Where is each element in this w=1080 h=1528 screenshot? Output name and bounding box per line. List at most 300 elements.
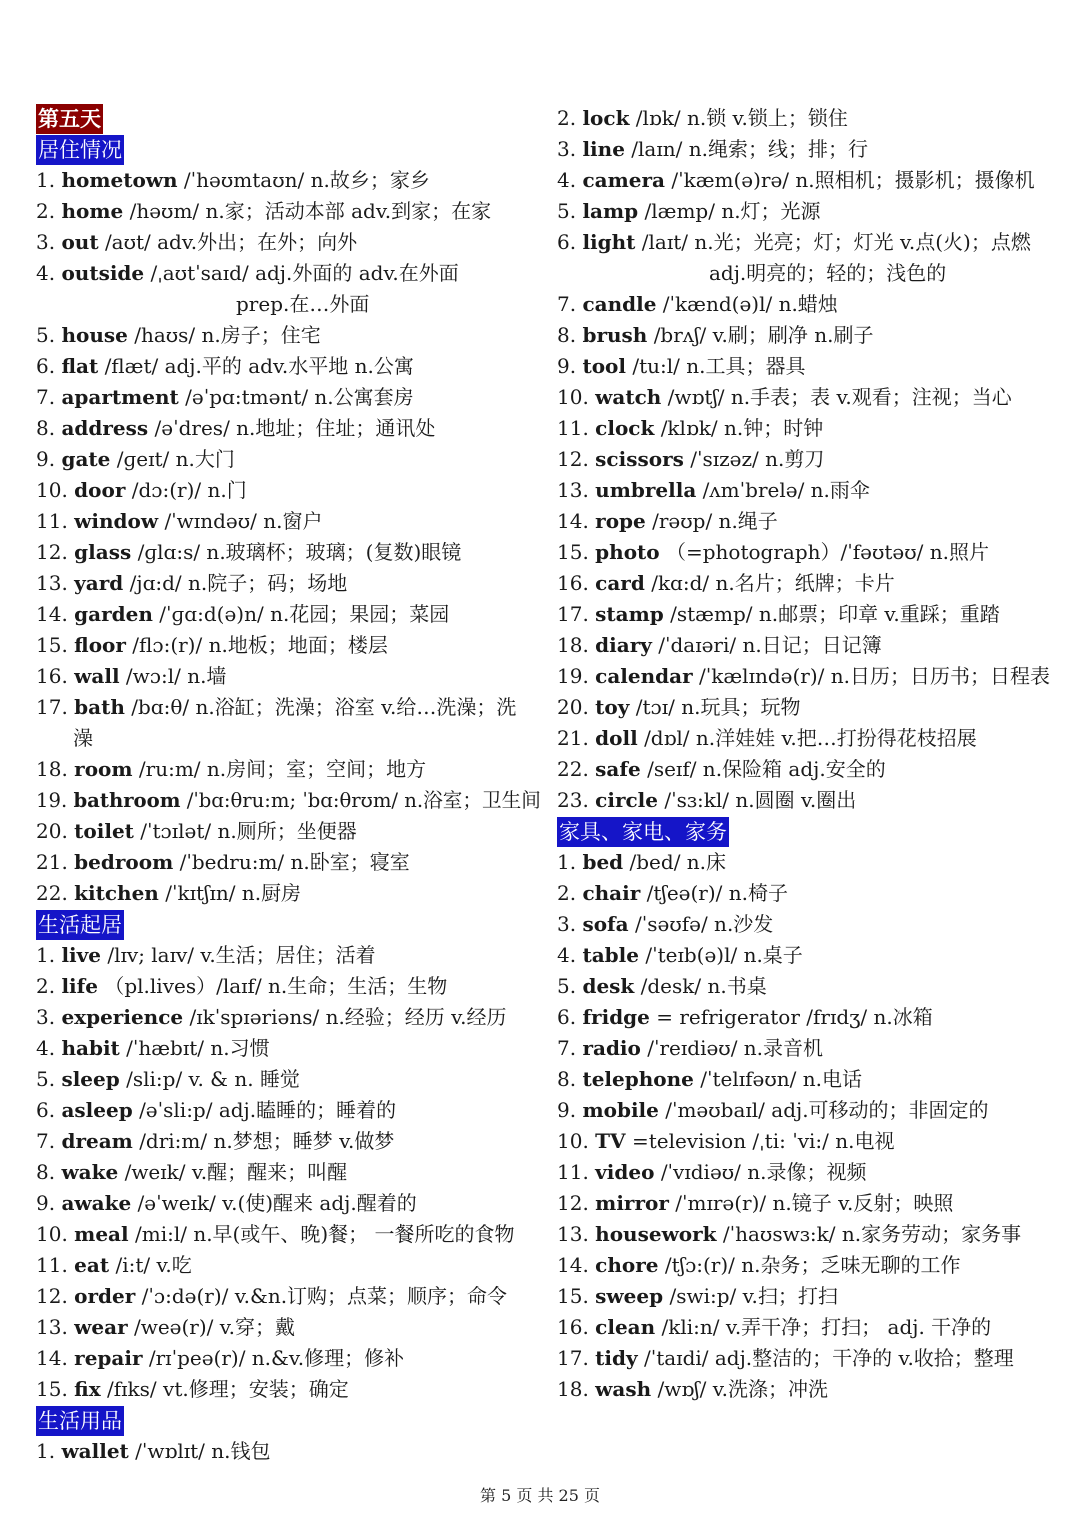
entry-number: 18. (557, 1377, 589, 1401)
entry-definition: /ˈteɪb(ə)l/ n.桌子 (645, 943, 803, 967)
vocab-entry (36, 599, 541, 630)
entry-number: 13. (36, 1315, 68, 1339)
entry-number: 5. (557, 199, 577, 223)
entry-word: mirror (595, 1191, 669, 1215)
vocab-entry (36, 1126, 541, 1157)
entry-definition: /weɪk/ v.醒；醒来；叫醒 (124, 1160, 348, 1184)
entry-number: 2. (557, 106, 577, 130)
section-heading: 家具、家电、家务 (557, 817, 729, 847)
entry-number: 12. (557, 447, 589, 471)
entry-word: out (61, 230, 99, 254)
entry-number: 13. (557, 478, 589, 502)
entry-word: home (61, 199, 124, 223)
vocab-entry (36, 1064, 541, 1095)
entry-number: 8. (557, 1067, 577, 1091)
entry-definition: /dɒl/ n.洋娃娃 v.把…打扮得花枝招展 (644, 726, 977, 750)
entry-number: 3. (36, 230, 56, 254)
entry-number: 19. (557, 664, 589, 688)
entry-word: repair (74, 1346, 143, 1370)
entry-number: 20. (557, 695, 589, 719)
entry-number: 8. (36, 416, 56, 440)
entry-definition: /seɪf/ n.保险箱 adj.安全的 (647, 757, 886, 781)
entry-definition: /ˈtelɪfəʊn/ n.电话 (700, 1067, 862, 1091)
entry-number: 2. (36, 974, 56, 998)
entry-word: floor (74, 633, 126, 657)
entry-number: 9. (36, 447, 56, 471)
entry-definition: （=photograph）/ˈfəʊtəʊ/ n.照片 (665, 540, 990, 564)
entry-definition: /ɡlɑ:s/ n.玻璃杯；玻璃；(复数)眼镜 (137, 540, 462, 564)
entry-number: 14. (557, 1253, 589, 1277)
entry-word: safe (595, 757, 641, 781)
entry-word: fix (74, 1377, 101, 1401)
vocab-entry (557, 413, 1062, 444)
entry-word: glass (74, 540, 132, 564)
entry-word: TV (595, 1129, 626, 1153)
vocab-entry (557, 630, 1062, 661)
entry-number: 11. (557, 416, 589, 440)
entry-definition: =television /ˌti: ˈvi:/ n.电视 (631, 1129, 895, 1153)
entry-number: 6. (36, 354, 56, 378)
vocab-entry (557, 1343, 1062, 1374)
entry-number: 8. (36, 1160, 56, 1184)
vocab-entry (36, 785, 541, 816)
entry-word: housework (595, 1222, 717, 1246)
entry-number: 15. (557, 1284, 589, 1308)
entry-definition: /jɑ:d/ n.院子；码；场地 (129, 571, 348, 595)
entry-definition: /ˈbedru:m/ n.卧室；寝室 (179, 850, 410, 874)
entry-word: wall (74, 664, 120, 688)
entry-number: 16. (36, 664, 68, 688)
entry-number: 15. (557, 540, 589, 564)
entry-definition: /ˈdaɪəri/ n.日记；日记簿 (658, 633, 882, 657)
entry-word: apartment (61, 385, 179, 409)
entry-word: fridge (582, 1005, 650, 1029)
vocab-entry (557, 1157, 1062, 1188)
entry-word: camera (582, 168, 665, 192)
entry-word: wake (61, 1160, 119, 1184)
entry-number: 3. (36, 1005, 56, 1029)
entry-definition: /fɪks/ vt.修理；安装；确定 (107, 1377, 349, 1401)
entry-word: light (582, 230, 636, 254)
vocab-entry (557, 878, 1062, 909)
vocab-entry (36, 227, 541, 258)
entry-definition: /brʌʃ/ v.刷；刷净 n.刷子 (653, 323, 874, 347)
entry-number: 14. (557, 509, 589, 533)
entry-number: 4. (557, 168, 577, 192)
entry-word: umbrella (595, 478, 697, 502)
entry-number: 18. (557, 633, 589, 657)
entry-number: 22. (36, 881, 68, 905)
entry-number: 10. (36, 1222, 68, 1246)
vocab-entry (557, 475, 1062, 506)
entry-number: 21. (557, 726, 589, 750)
vocab-entry (557, 1126, 1062, 1157)
entry-definition: /ˈhaʊswɜ:k/ n.家务劳动；家务事 (722, 1222, 1022, 1246)
entry-word: candle (582, 292, 657, 316)
entry-word: window (74, 509, 159, 533)
entry-definition: /kɑ:d/ n.名片；纸牌；卡片 (651, 571, 895, 595)
entry-number: 19. (36, 788, 68, 812)
entry-definition: /sli:p/ v. & n. 睡觉 (126, 1067, 300, 1091)
entry-word: desk (582, 974, 635, 998)
vocab-entry (36, 971, 541, 1002)
entry-definition: /tʃeə(r)/ n.椅子 (646, 881, 789, 905)
entry-definition: /rəʊp/ n.绳子 (652, 509, 778, 533)
entry-number: 7. (557, 1036, 577, 1060)
section-heading: 生活用品 (36, 1406, 124, 1436)
entry-word: scissors (595, 447, 684, 471)
vocab-entry (557, 537, 1062, 568)
entry-definition: /klɒk/ n.钟；时钟 (660, 416, 824, 440)
vocab-entry (557, 506, 1062, 537)
entry-definition: /əˈpɑ:tmənt/ n.公寓套房 (185, 385, 414, 409)
entry-number: 10. (557, 1129, 589, 1153)
entry-definition: /əˈsli:p/ adj.瞌睡的；睡着的 (139, 1098, 397, 1122)
vocab-entry (36, 258, 541, 289)
vocab-entry (36, 475, 541, 506)
entry-definition: /bɑ:θ/ n.浴缸；洗澡；浴室 v.给…洗澡；洗 (131, 695, 517, 719)
entry-word: order (74, 1284, 136, 1308)
entry-definition: /ˈkæm(ə)rə/ n.照相机；摄影机；摄像机 (671, 168, 1035, 192)
entry-definition: /flɔ:(r)/ n.地板；地面；楼层 (132, 633, 388, 657)
entry-number: 15. (36, 1377, 68, 1401)
vocab-entry (36, 351, 541, 382)
entry-definition: /lɪv; laɪv/ v.生活；居住；活着 (107, 943, 376, 967)
entry-definition: /tʃɔ:(r)/ n.杂务；乏味无聊的工作 (664, 1253, 961, 1277)
entry-number: 2. (557, 881, 577, 905)
entry-definition: /stæmp/ n.邮票；印章 v.重踩；重踏 (670, 602, 1000, 626)
entry-definition: /swi:p/ v.扫；打扫 (669, 1284, 838, 1308)
vocab-entry (557, 196, 1062, 227)
vocab-entry (36, 1219, 541, 1250)
entry-word: line (582, 137, 625, 161)
entry-number: 17. (557, 602, 589, 626)
vocab-entry (557, 351, 1062, 382)
entry-number: 16. (557, 1315, 589, 1339)
entry-definition: /ˈsɪzəz/ n.剪刀 (690, 447, 825, 471)
entry-word: sleep (61, 1067, 120, 1091)
entry-definition: /ˈməʊbaɪl/ adj.可移动的；非固定的 (665, 1098, 989, 1122)
entry-number: 10. (36, 478, 68, 502)
vocab-entry (36, 1343, 541, 1374)
vocab-entry (36, 692, 541, 723)
entry-word: bed (582, 850, 624, 874)
entry-definition: /wɒʃ/ v.洗涤；冲洗 (657, 1377, 828, 1401)
entry-definition: /ʌmˈbrelə/ n.雨伞 (702, 478, 870, 502)
entry-definition: /ɪkˈspɪəriəns/ n.经验；经历 v.经历 (189, 1005, 507, 1029)
entry-word: wear (74, 1315, 128, 1339)
entry-word: radio (582, 1036, 641, 1060)
vocab-entry (36, 320, 541, 351)
entry-word: card (595, 571, 645, 595)
entry-definition: /ˈtɔɪlət/ n.厕所；坐便器 (140, 819, 357, 843)
vocab-entry (557, 661, 1062, 692)
entry-definition: /ˈhæbɪt/ n.习惯 (126, 1036, 270, 1060)
vocab-entry (557, 165, 1062, 196)
entry-definition: /rɪˈpeə(r)/ n.&v.修理；修补 (148, 1346, 405, 1370)
entry-continuation: prep.在…外面 (236, 292, 370, 316)
entry-definition: = refrigerator /frɪdʒ/ n.冰箱 (656, 1005, 933, 1029)
entry-definition: /ˈreɪdiəʊ/ n.录音机 (647, 1036, 824, 1060)
page-footer: 第 5 页 共 25 页 (480, 1486, 600, 1505)
vocab-entry (36, 878, 541, 909)
entry-number: 16. (557, 571, 589, 595)
vocab-entry (36, 1157, 541, 1188)
entry-word: toilet (74, 819, 134, 843)
entry-definition: /læmp/ n.灯；光源 (644, 199, 821, 223)
entry-word: photo (595, 540, 660, 564)
entry-number: 12. (36, 1284, 68, 1308)
entry-number: 11. (36, 1253, 68, 1277)
entry-number: 13. (36, 571, 68, 595)
vocab-entry (36, 847, 541, 878)
entry-definition: /ˈsəʊfə/ n.沙发 (634, 912, 774, 936)
entry-number: 4. (557, 943, 577, 967)
vocab-entry (36, 413, 541, 444)
entry-number: 8. (557, 323, 577, 347)
entry-word: house (61, 323, 128, 347)
vocab-entry (36, 382, 541, 413)
vocab-entry (557, 1188, 1062, 1219)
entry-number: 7. (36, 1129, 56, 1153)
entry-word: stamp (595, 602, 664, 626)
vocab-entry (557, 1312, 1062, 1343)
vocab-entry (36, 444, 541, 475)
entry-word: doll (595, 726, 638, 750)
entry-number: 6. (36, 1098, 56, 1122)
vocab-entry (557, 940, 1062, 971)
vocab-entry (36, 506, 541, 537)
entry-word: meal (74, 1222, 129, 1246)
entry-definition: /ˈtaɪdi/ adj.整洁的；干净的 v.收拾；整理 (643, 1346, 1014, 1370)
entry-number: 20. (36, 819, 68, 843)
entry-definition: /laɪt/ n.光；光亮；灯；灯光 v.点(火)；点燃 (641, 230, 1031, 254)
vocab-entry (557, 1064, 1062, 1095)
entry-word: tool (582, 354, 626, 378)
day-heading: 第五天 (36, 104, 103, 134)
entry-definition: /kli:n/ v.弄干净；打扫； adj. 干净的 (661, 1315, 992, 1339)
entry-number: 10. (557, 385, 589, 409)
entry-definition: /haʊs/ n.房子；住宅 (134, 323, 321, 347)
entry-number: 4. (36, 1036, 56, 1060)
vocab-entry (557, 847, 1062, 878)
entry-word: clock (595, 416, 655, 440)
entry-word: gate (61, 447, 111, 471)
vocab-entry (36, 630, 541, 661)
entry-number: 22. (557, 757, 589, 781)
vocab-entry (36, 537, 541, 568)
entry-word: lock (582, 106, 630, 130)
vocab-entry (557, 134, 1062, 165)
entry-definition: /wɒtʃ/ n.手表；表 v.观看；注视；当心 (667, 385, 1012, 409)
entry-number: 17. (36, 695, 68, 719)
entry-definition: /dɔ:(r)/ n.门 (131, 478, 247, 502)
entry-word: bedroom (74, 850, 174, 874)
vocab-entry (557, 723, 1062, 754)
entry-definition: /desk/ n.书桌 (640, 974, 767, 998)
vocab-entry (36, 165, 541, 196)
entry-definition: /bed/ n.床 (629, 850, 727, 874)
entry-word: telephone (582, 1067, 694, 1091)
entry-definition: /ru:m/ n.房间；室；空间；地方 (138, 757, 427, 781)
vocab-entry (36, 1188, 541, 1219)
vocab-entry (557, 1374, 1062, 1405)
vocab-entry (36, 1033, 541, 1064)
entry-word: watch (595, 385, 662, 409)
entry-word: address (61, 416, 149, 440)
section-header-row (557, 816, 1062, 847)
section-header-row (36, 1405, 541, 1436)
entry-definition: /ˌaʊtˈsaɪd/ adj.外面的 adv.在外面 (150, 261, 459, 285)
section-heading: 生活起居 (36, 910, 124, 940)
vocab-entry (557, 1033, 1062, 1064)
vocab-entry (557, 599, 1062, 630)
vocab-entry (557, 568, 1062, 599)
entry-number: 6. (557, 230, 577, 254)
entry-word: clean (595, 1315, 656, 1339)
entry-word: chair (582, 881, 641, 905)
section-heading: 居住情况 (36, 135, 124, 165)
entry-word: tidy (595, 1346, 638, 1370)
entry-number: 21. (36, 850, 68, 874)
entry-number: 5. (557, 974, 577, 998)
entry-number: 3. (557, 912, 577, 936)
vocab-entry (557, 971, 1062, 1002)
entry-word: calendar (595, 664, 693, 688)
entry-word: door (74, 478, 126, 502)
vocab-entry (557, 382, 1062, 413)
vocab-entry (557, 1219, 1062, 1250)
entry-definition: /ˈkɪtʃɪn/ n.厨房 (165, 881, 302, 905)
entry-definition: /ˈbɑ:θru:m; ˈbɑ:θrʊm/ n.浴室；卫生间 (186, 788, 541, 812)
entry-word: dream (61, 1129, 133, 1153)
entry-word: mobile (582, 1098, 659, 1122)
entry-word: eat (74, 1253, 110, 1277)
entry-word: asleep (61, 1098, 133, 1122)
entry-word: room (74, 757, 133, 781)
entry-definition: /əˈweɪk/ v.(使)醒来 adj.醒着的 (137, 1191, 417, 1215)
entry-word: brush (582, 323, 648, 347)
entry-word: toy (595, 695, 630, 719)
vocab-entry (36, 661, 541, 692)
entry-definition: /ˈkælɪndə(r)/ n.日历；日历书；日程表 (699, 664, 1050, 688)
entry-word: circle (595, 788, 658, 812)
entry-definition: /tu:l/ n.工具；器具 (632, 354, 806, 378)
section-header-row (36, 909, 541, 940)
entry-definition: /həʊm/ n.家；活动本部 adv.到家；在家 (129, 199, 492, 223)
entry-word: yard (74, 571, 124, 595)
vocab-entry (557, 785, 1062, 816)
entry-number: 15. (36, 633, 68, 657)
vocab-entry (557, 320, 1062, 351)
entry-word: flat (61, 354, 99, 378)
right-column (557, 103, 1062, 1405)
entry-word: bathroom (73, 788, 181, 812)
entry-continuation: 澡 (73, 726, 93, 750)
entry-definition: /tɔɪ/ n.玩具；玩物 (635, 695, 801, 719)
vocab-entry (557, 103, 1062, 134)
entry-word: table (582, 943, 639, 967)
entry-definition: /ˈwɒlɪt/ n.钱包 (135, 1439, 271, 1463)
vocab-entry (557, 444, 1062, 475)
entry-word: awake (61, 1191, 132, 1215)
entry-definition: /weə(r)/ v.穿；戴 (133, 1315, 296, 1339)
entry-number: 9. (557, 354, 577, 378)
entry-word: wallet (61, 1439, 129, 1463)
vocab-entry (36, 1095, 541, 1126)
entry-definition: /ˈvɪdiəʊ/ n.录像；视频 (660, 1160, 867, 1184)
entry-number: 7. (36, 385, 56, 409)
entry-definition: /mi:l/ n.早(或午、晚)餐； 一餐所吃的食物 (134, 1222, 515, 1246)
entry-definition: /ˈɡɑ:d(ə)n/ n.花园；果园；菜园 (159, 602, 450, 626)
entry-number: 23. (557, 788, 589, 812)
entry-number: 5. (36, 1067, 56, 1091)
entry-definition: /ˈhəʊmtaʊn/ n.故乡；家乡 (183, 168, 430, 192)
vocab-entry (557, 289, 1062, 320)
entry-word: video (595, 1160, 655, 1184)
entry-definition: /ˈmɪrə(r)/ n.镜子 v.反射；映照 (675, 1191, 954, 1215)
entry-definition: /ˈkænd(ə)l/ n.蜡烛 (662, 292, 838, 316)
entry-definition: /wɔ:l/ n.墙 (125, 664, 227, 688)
vocab-entry (36, 1281, 541, 1312)
entry-number: 6. (557, 1005, 577, 1029)
entry-word: kitchen (74, 881, 159, 905)
entry-number: 1. (36, 943, 56, 967)
continuation-line (36, 723, 541, 754)
vocab-entry (36, 1312, 541, 1343)
entry-number: 5. (36, 323, 56, 347)
entry-word: lamp (582, 199, 639, 223)
vocab-entry (557, 1281, 1062, 1312)
entry-number: 13. (557, 1222, 589, 1246)
entry-definition: /lɒk/ n.锁 v.锁上；锁住 (635, 106, 848, 130)
entry-word: habit (61, 1036, 120, 1060)
entry-word: outside (61, 261, 145, 285)
entry-word: diary (595, 633, 652, 657)
vocab-entry (36, 1250, 541, 1281)
vocab-entry (36, 940, 541, 971)
continuation-line (36, 289, 541, 320)
entry-number: 1. (36, 168, 56, 192)
vocab-entry (557, 754, 1062, 785)
entry-definition: /əˈdres/ n.地址；住址；通讯处 (154, 416, 436, 440)
entry-number: 3. (557, 137, 577, 161)
vocab-entry (557, 227, 1062, 258)
entry-definition: /ˈwɪndəʊ/ n.窗户 (164, 509, 323, 533)
entry-word: chore (595, 1253, 659, 1277)
entry-number: 9. (36, 1191, 56, 1215)
entry-number: 7. (557, 292, 577, 316)
entry-number: 2. (36, 199, 56, 223)
entry-number: 14. (36, 602, 68, 626)
continuation-line (557, 258, 1062, 289)
entry-definition: /ˈsɜ:kl/ n.圆圈 v.圈出 (664, 788, 857, 812)
entry-number: 11. (557, 1160, 589, 1184)
vocab-entry (557, 909, 1062, 940)
entry-number: 14. (36, 1346, 68, 1370)
entry-number: 12. (36, 540, 68, 564)
entry-number: 1. (36, 1439, 56, 1463)
entry-definition: /dri:m/ n.梦想；睡梦 v.做梦 (139, 1129, 395, 1153)
vocab-entry (36, 816, 541, 847)
entry-definition: /aʊt/ adv.外出；在外；向外 (104, 230, 358, 254)
entry-word: rope (595, 509, 646, 533)
entry-number: 12. (557, 1191, 589, 1215)
entry-word: garden (74, 602, 153, 626)
entry-number: 11. (36, 509, 68, 533)
section-header-row (36, 103, 541, 134)
vocab-entry (36, 1436, 541, 1467)
